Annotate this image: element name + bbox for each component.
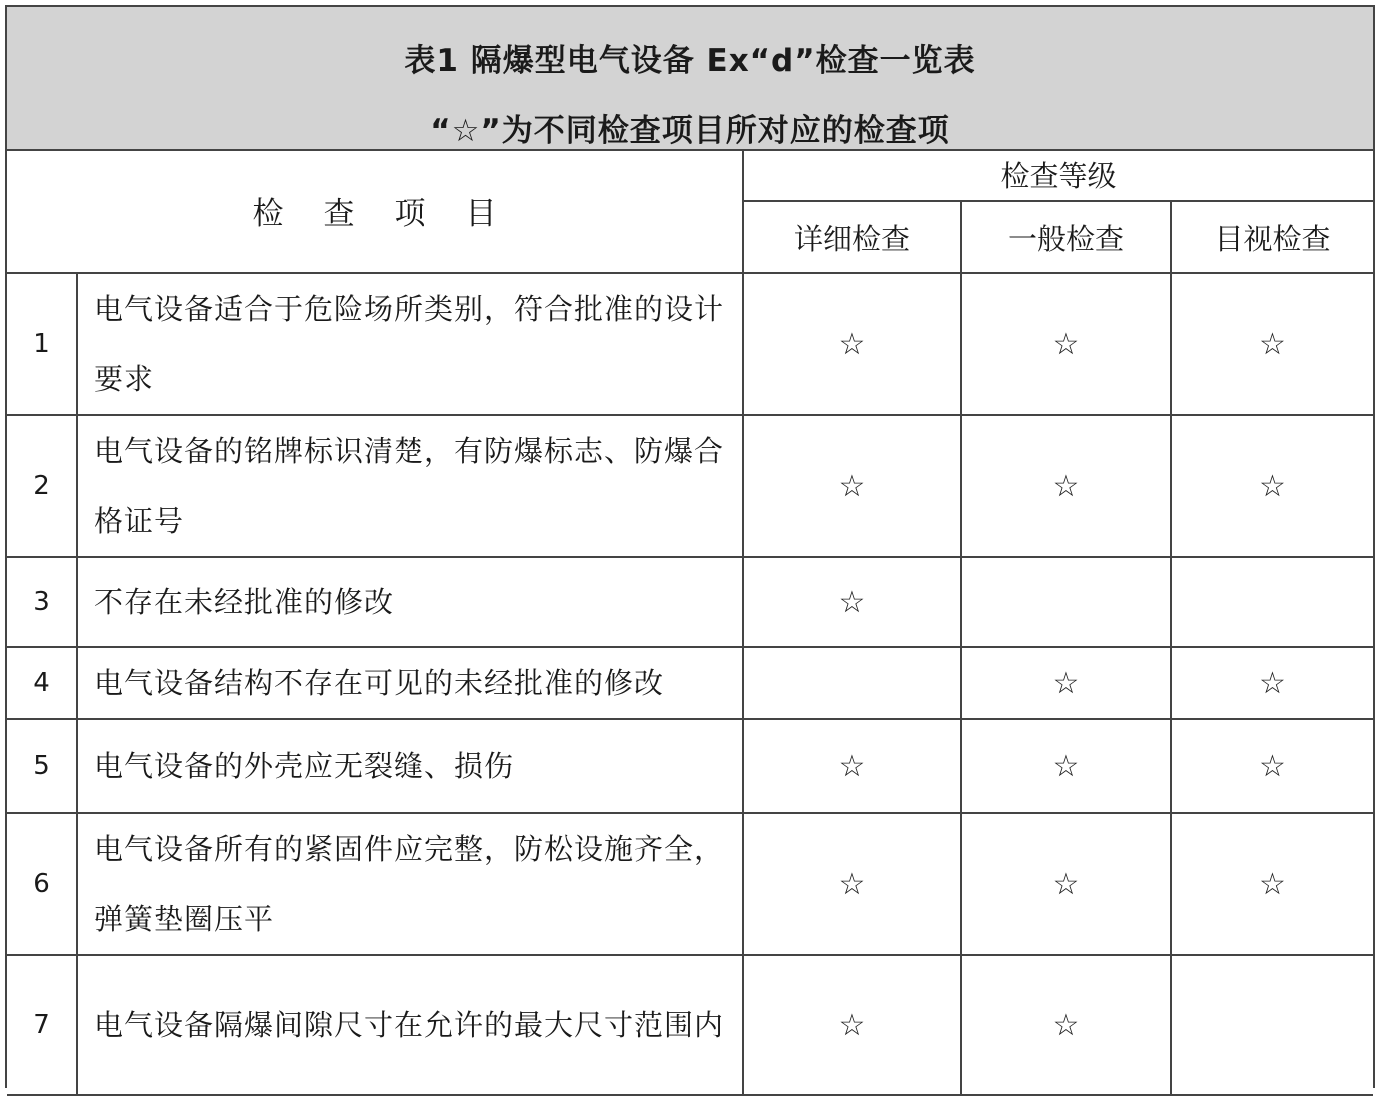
row-number: 6 [7, 813, 77, 955]
inspection-table [7, 149, 1373, 1096]
row-number: 3 [7, 557, 77, 647]
star-icon: ☆ [743, 557, 961, 647]
star-icon: ☆ [743, 813, 961, 955]
star-icon [961, 557, 1171, 647]
star-icon: ☆ [961, 647, 1171, 719]
row-description: 不存在未经批准的修改 [77, 557, 743, 647]
star-icon: ☆ [961, 273, 1171, 415]
row-description: 电气设备结构不存在可见的未经批准的修改 [77, 647, 743, 719]
header-inspection-level: 检查等级 [743, 149, 1373, 201]
header-visual: 目视检查 [1171, 201, 1373, 273]
table-title: 表1 隔爆型电气设备 Ex“d”检查一览表 [404, 43, 976, 79]
star-icon: ☆ [961, 719, 1171, 813]
star-icon: ☆ [1171, 647, 1373, 719]
row-description: 电气设备的外壳应无裂缝、损伤 [77, 719, 743, 813]
row-description: 电气设备隔爆间隙尺寸在允许的最大尺寸范围内 [77, 955, 743, 1095]
row-description: 电气设备的铭牌标识清楚，有防爆标志、防爆合格证号 [77, 415, 743, 557]
star-icon: ☆ [1171, 415, 1373, 557]
table-row [7, 955, 1373, 1095]
table-title-band [7, 7, 1373, 151]
star-icon: ☆ [961, 813, 1171, 955]
star-icon: ☆ [743, 415, 961, 557]
header-inspection-item: 检查项目 [7, 149, 743, 273]
row-number: 1 [7, 273, 77, 415]
star-icon [1171, 955, 1373, 1095]
row-description: 电气设备适合于危险场所类别，符合批准的设计要求 [77, 273, 743, 415]
star-icon: ☆ [1171, 813, 1373, 955]
star-icon [743, 647, 961, 719]
header-detailed: 详细检查 [743, 201, 961, 273]
header-general: 一般检查 [961, 201, 1171, 273]
table-row [7, 273, 1373, 415]
table-row [7, 647, 1373, 719]
star-icon: ☆ [1171, 273, 1373, 415]
row-number: 7 [7, 955, 77, 1095]
star-icon: ☆ [743, 273, 961, 415]
table-row [7, 813, 1373, 955]
table-subtitle: “☆”为不同检查项目所对应的检查项 [430, 113, 950, 149]
inspection-table-frame [5, 5, 1375, 1088]
star-icon [1171, 557, 1373, 647]
table-row [7, 557, 1373, 647]
row-number: 5 [7, 719, 77, 813]
row-number: 2 [7, 415, 77, 557]
table-row [7, 719, 1373, 813]
row-description: 电气设备所有的紧固件应完整，防松设施齐全，弹簧垫圈压平 [77, 813, 743, 955]
star-icon: ☆ [1171, 719, 1373, 813]
star-icon: ☆ [743, 719, 961, 813]
star-icon: ☆ [961, 955, 1171, 1095]
table-row [7, 415, 1373, 557]
star-icon: ☆ [961, 415, 1171, 557]
row-number: 4 [7, 647, 77, 719]
star-icon: ☆ [743, 955, 961, 1095]
